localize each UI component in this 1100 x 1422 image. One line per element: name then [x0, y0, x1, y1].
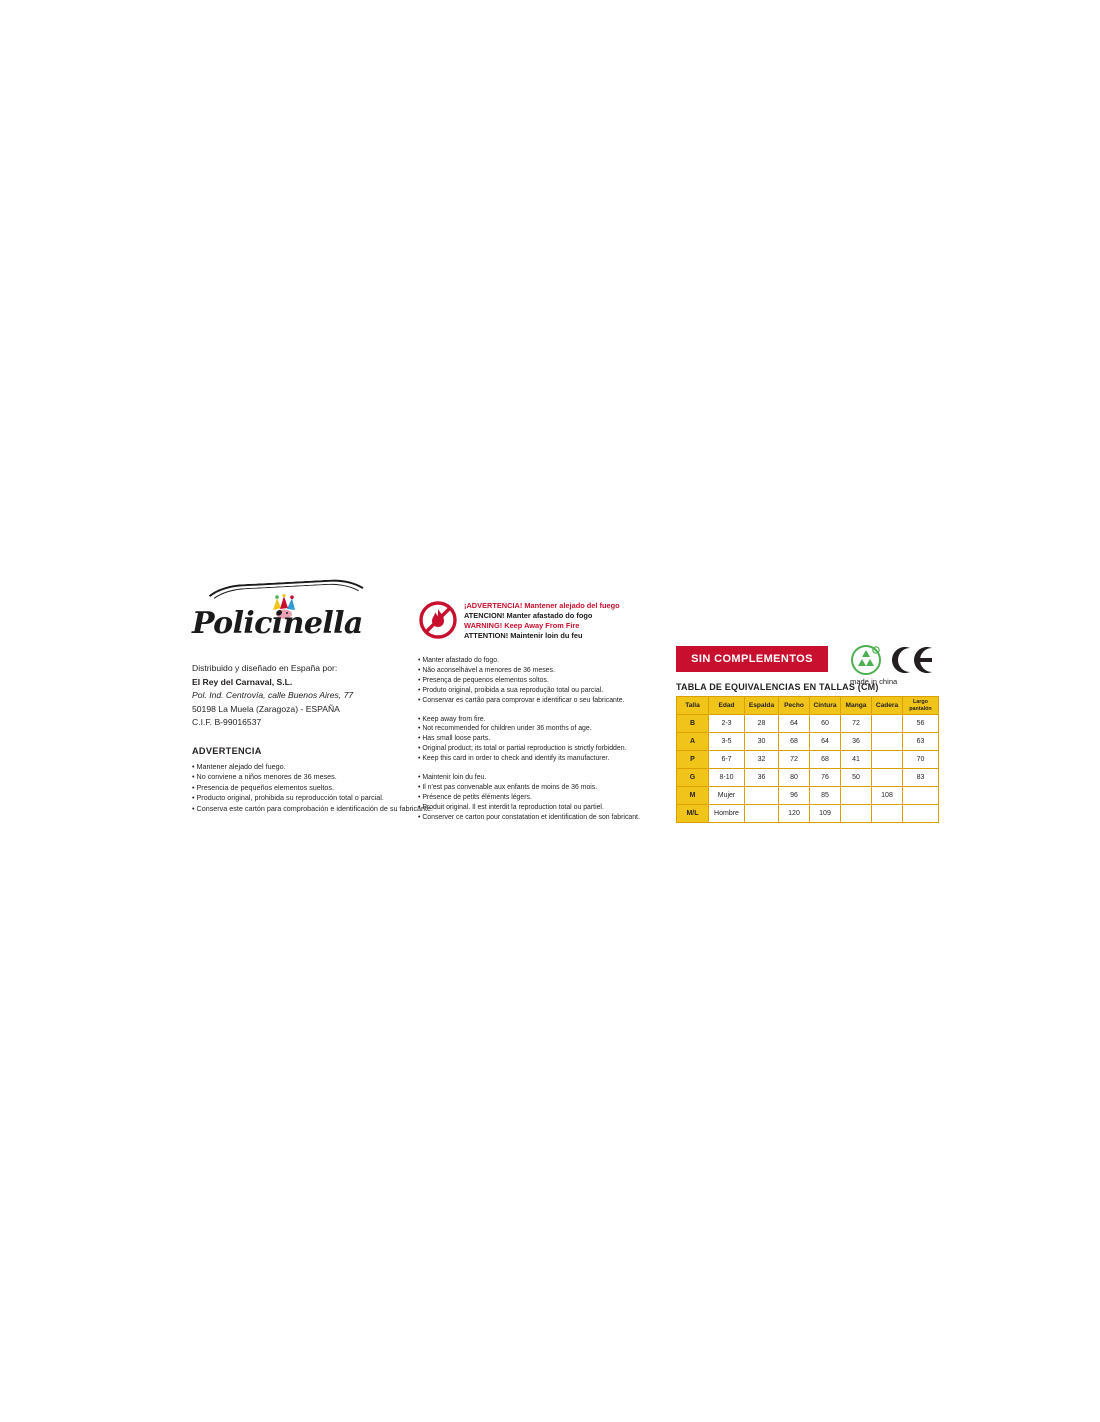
- cell-cintura: 85: [810, 787, 841, 805]
- cell-cintura: 60: [810, 715, 841, 733]
- multilang-warning-block: [418, 600, 653, 832]
- warning-item: • Has small loose parts.: [418, 735, 491, 743]
- cell-manga: [841, 805, 872, 823]
- advertencia-title: ADVERTENCIA: [192, 745, 262, 756]
- cell-largo: [903, 805, 939, 823]
- size-table-title: TABLA DE EQUIVALENCIAS EN TALLAS (CM): [676, 682, 879, 692]
- table-row: [677, 733, 939, 751]
- cell-pecho: 68: [779, 733, 810, 751]
- cell-cadera: [872, 715, 903, 733]
- cell-cintura: 64: [810, 733, 841, 751]
- cell-pecho: 120: [779, 805, 810, 823]
- advertencia-item: • Producto original, prohibida su reproducción total o parcial.: [192, 793, 384, 803]
- advertencia-list: [192, 762, 442, 814]
- made-in-china-label: made in china: [850, 677, 898, 686]
- distributor-address: [192, 662, 442, 730]
- cell-largo: 63: [903, 733, 939, 751]
- warning-item: • Manter afastado do fogo.: [418, 657, 499, 664]
- logo-wordmark: Policinella: [192, 606, 363, 641]
- table-row: [677, 805, 939, 823]
- no-fire-icon: [418, 600, 458, 640]
- advertencia-item: • Conserva este cartón para comprobación e identificación de su fabricante.: [192, 803, 434, 813]
- col-header-edad: Edad: [709, 697, 745, 715]
- cell-largo: 83: [903, 769, 939, 787]
- warning-item: • Not recommended for children under 36 months of age.: [418, 725, 592, 733]
- brand-logo: [192, 580, 392, 652]
- cell-edad: Mujer: [709, 787, 745, 805]
- cell-edad: 8-10: [709, 769, 745, 787]
- table-row: [677, 769, 939, 787]
- cell-manga: 72: [841, 715, 872, 733]
- brand-and-warning-block: [192, 580, 442, 814]
- cell-pecho: 72: [779, 751, 810, 769]
- warning-list-pt: [418, 656, 653, 706]
- cell-cadera: [872, 805, 903, 823]
- fire-warning-fr: ATTENTION! Maintenir loin du feu: [464, 630, 583, 640]
- size-equivalence-table: [676, 696, 939, 823]
- size-table-block: [676, 646, 946, 823]
- cell-cadera: 108: [872, 787, 903, 805]
- cell-espalda: [745, 805, 779, 823]
- svg-text:R: R: [874, 648, 878, 653]
- cell-espalda: [745, 787, 779, 805]
- advertencia-item: • Presencia de pequeños elementos sueltos.: [192, 782, 334, 792]
- table-row: [677, 787, 939, 805]
- advertencia-item: • No conviene a niños menores de 36 meses.: [192, 772, 337, 782]
- cell-talla: A: [677, 733, 709, 751]
- cell-largo: 70: [903, 751, 939, 769]
- cell-cadera: [872, 733, 903, 751]
- warning-list-fr: [418, 773, 653, 823]
- cell-cintura: 68: [810, 751, 841, 769]
- cell-pecho: 80: [779, 769, 810, 787]
- cell-talla: M/L: [677, 805, 709, 823]
- distributor-line-5: C.I.F. B-99016537: [192, 717, 262, 728]
- table-header-row: [677, 697, 939, 715]
- cell-talla: M: [677, 787, 709, 805]
- warning-item: • Presença de pequenos elementos soltos.: [418, 676, 549, 684]
- warning-item: • Keep away from fire.: [418, 715, 486, 723]
- cell-espalda: 36: [745, 769, 779, 787]
- cell-espalda: 30: [745, 733, 779, 751]
- fire-warning-pt: ATENCION! Manter afastado do fogo: [464, 610, 593, 620]
- distributor-line-1: Distribuido y diseñado en España por:: [192, 663, 338, 673]
- cell-talla: P: [677, 751, 709, 769]
- table-row: [677, 751, 939, 769]
- cell-cintura: 109: [810, 805, 841, 823]
- ce-mark-icon: [892, 644, 936, 676]
- warning-item: • Il n'est pas convenable aux enfants de moins de 36 mois.: [418, 783, 598, 791]
- cell-manga: 36: [841, 733, 872, 751]
- warning-item: • Keep this card in order to check and identify its manufacturer.: [418, 755, 610, 763]
- warning-item: • Conserver ce carton pour constatation et identification de son fabricant.: [418, 813, 640, 821]
- cell-edad: 2-3: [709, 715, 745, 733]
- warning-item: • Original product; its total or partial reproduction is strictly forbidden.: [418, 745, 627, 753]
- cell-espalda: 28: [745, 715, 779, 733]
- warning-item: • Produto original, proibida a sua reprodução total ou parcial.: [418, 686, 604, 694]
- cell-cadera: [872, 769, 903, 787]
- col-header-largo-pantalon: Largo pantalón: [903, 697, 939, 715]
- warning-item: • Maintenir loin du feu.: [418, 774, 487, 782]
- advertencia-item: • Mantener alejado del fuego.: [192, 761, 286, 771]
- table-row: [677, 715, 939, 733]
- col-header-espalda: Espalda: [745, 697, 779, 715]
- fire-warning-es: ¡ADVERTENCIA! Mantener alejado del fuego: [464, 601, 620, 610]
- warning-item: • Produit original. Il est interdit la reproduction total ou partiel.: [418, 803, 604, 811]
- distributor-line-3: Pol. Ind. Centrovía, calle Buenos Aires, 77: [192, 690, 354, 701]
- cell-talla: B: [677, 715, 709, 733]
- cell-largo: [903, 787, 939, 805]
- distributor-company: El Rey del Carnaval, S.L.: [192, 676, 293, 687]
- cell-cadera: [872, 751, 903, 769]
- warning-item: • Présence de petits éléments légers.: [418, 793, 532, 801]
- cell-largo: 56: [903, 715, 939, 733]
- col-header-manga: Manga: [841, 697, 872, 715]
- cell-pecho: 64: [779, 715, 810, 733]
- cell-talla: G: [677, 769, 709, 787]
- multilang-lists: [418, 656, 653, 823]
- cell-cintura: 76: [810, 769, 841, 787]
- sin-complementos-badge: SIN COMPLEMENTOS: [676, 646, 828, 672]
- cell-edad: 6-7: [709, 751, 745, 769]
- cell-edad: Hombre: [709, 805, 745, 823]
- cell-manga: [841, 787, 872, 805]
- distributor-line-4: 50198 La Muela (Zaragoza) - ESPAÑA: [192, 703, 340, 714]
- cell-pecho: 96: [779, 787, 810, 805]
- col-header-pecho: Pecho: [779, 697, 810, 715]
- col-header-talla: Talla: [677, 697, 709, 715]
- fire-warning-header: [418, 600, 653, 648]
- col-header-cadera: Cadera: [872, 697, 903, 715]
- fire-warning-en: WARNING! Keep Away From Fire: [464, 620, 580, 630]
- cell-manga: 41: [841, 751, 872, 769]
- cell-espalda: 32: [745, 751, 779, 769]
- fire-warning-text: [464, 601, 620, 641]
- warning-item: • Não aconselhável a menores de 36 meses.: [418, 666, 555, 674]
- cell-edad: 3-5: [709, 733, 745, 751]
- warning-item: • Conservar es cartão para comprovar e identificar o seu fabricante.: [418, 696, 625, 704]
- col-header-cintura: Cintura: [810, 697, 841, 715]
- certification-badges: [850, 644, 950, 690]
- cell-manga: 50: [841, 769, 872, 787]
- warning-list-en: [418, 715, 653, 765]
- recycle-icon: [850, 644, 882, 676]
